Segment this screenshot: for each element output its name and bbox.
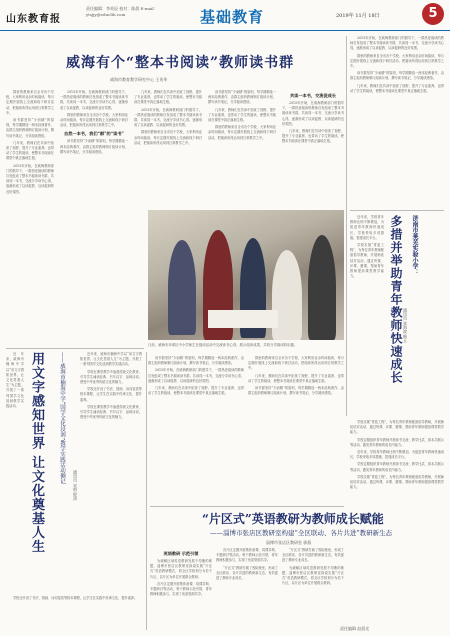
- main-article-column-4: [282, 90, 344, 208]
- paragraph: 学校实施“青蓝工程”，为每位青年教师配备指导教师，开展师徒结对活动，通过听课、评课、磨课，帮助青年教师提高课堂教学能力。: [350, 420, 444, 435]
- paragraph: 学校还开设了书法、国画、诗词鉴赏等校本课程，让学生在实践中传承文化、提升素养。: [80, 387, 142, 402]
- paragraph: 学校实施“青蓝工程”，为每位青年教师配备指导教师，开展师徒结对活动，通过听课、评课、磨课，帮助青年教师提高课堂教学能力。: [350, 474, 444, 490]
- left-article-headline: 用文字感知世界 让文化奠基人生: [29, 352, 44, 554]
- bottom-article-byline: 淄博市张店区教研室 郭燕: [266, 540, 312, 545]
- section-rule: [350, 210, 444, 211]
- subhead: 共读一本书，交流促成长: [289, 93, 337, 98]
- main-headline: 威海有个“整本书阅读”教师读书群: [66, 55, 295, 71]
- paragraph: 几年来，教师们在共读中拓宽了视野，提升了专业素养，也带动了学生的阅读，使整本书阅读在课堂中真正落地生根。: [148, 386, 244, 396]
- section-rule: [150, 506, 344, 507]
- paragraph: “片区式”教研打破了校际壁垒，形成了全区联动、各片共进的教研新生态，有效促进了教师专业成长。: [282, 548, 344, 563]
- paragraph: 2015年开始，在威海教研部门的倡导下，一群热爱阅读的教师自发组成了整本书阅读读书群，共读同一本书，交流分享读书心得，逐渐形成了以读促教、以读促研的良好氛围。: [350, 36, 444, 51]
- paragraph: 2015年开始，在威海教研部门的倡导下，一群热爱阅读的教师自发组成了整本书阅读读书群，共读同一本书，交流分享读书心得，逐渐形成了以读促教、以读促研的良好氛围。: [60, 90, 128, 110]
- right-article-headline: 多措并举助青年教师快速成长: [389, 215, 403, 384]
- paragraph: 读书群坚持“少而精”的原则，每学期精选一两本经典著作，由群主组织教师制订阅读计划，撰写读书笔记，分享阅读感悟。: [208, 90, 276, 105]
- paragraph: 学校还开设了书法、国画、诗词鉴赏等校本课程，让学生在实践中传承文化、提升素养。: [13, 596, 138, 600]
- editor-info: 责任编辑：李英辰 校对：陈晨 E-mail：ytsjjy@educlib.com: [86, 6, 158, 17]
- section-rule: [6, 348, 144, 349]
- column-rule: [146, 352, 147, 630]
- paragraph: 几年来，教师们在共读中拓宽了视野，提升了专业素养，也带动了学生的阅读，使整本书阅读在课堂中真正落地生根。: [282, 129, 344, 144]
- main-article-column-0: [6, 90, 54, 348]
- news-photo: [148, 210, 344, 340]
- left-article-subheadline: ——威海市楠海中学“国学文化浸润”教学实践活动侧记: [59, 352, 65, 485]
- masthead-logo: 山东教育报: [6, 14, 61, 25]
- paragraph: 近年来，学校青年教师比例不断增加，为促进青年教师快速成长，学校采取多项措施，搭建成长平台。: [350, 450, 444, 460]
- paragraph: 各片区定期开展集体备课、同课异构、专题研讨等活动，骨干教师示范引领，青年教师积极参与，实现了优质资源共享。: [216, 548, 278, 563]
- paragraph: 2015年开始，在威海教研部门的倡导下，一群热爱阅读的教师自发组成了整本书阅读读书群，共读同一本书，交流分享读书心得，逐渐形成了以读促教、以读促研的良好氛围。: [282, 101, 344, 126]
- right-article-text-a: [350, 215, 384, 415]
- photo-book: [208, 310, 278, 328]
- section-title: 基础教育: [200, 8, 265, 26]
- paragraph: 群里的教师来自全市各个学校，大家利用业余时间阅读，每月定期开展线上交流和线下研讨活动，把阅读所得运用到日常教学之中。: [60, 112, 128, 128]
- paragraph: 读书群坚持“少而精”的原则，每学期精选一两本经典著作，由群主组织教师制订阅读计划，撰写读书笔记，分享阅读感悟。: [6, 118, 54, 138]
- paragraph: “片区式”教研打破了校际壁垒，形成了全区联动、各片共进的教研新生态，有效促进了教师专业成长。: [216, 565, 278, 581]
- paragraph: 为破解区域英语教研发展不均衡的难题，淄博市张店区教研室探索实施“片区式”英语教研模式，将全区学校划分为若干片区，以片区为单位开展联合教研。: [282, 565, 344, 586]
- paragraph: 几年来，教师们在共读中拓宽了视野，提升了专业素养，也带动了学生的阅读，使整本书阅读在课堂中真正落地生根。: [6, 140, 54, 161]
- paragraph: 读书群坚持“少而精”的原则，每学期精选一两本经典著作，由群主组织教师制订阅读计划，撰写读书笔记，分享阅读感悟。: [350, 71, 444, 81]
- issue-date: 2019年 11月 18日: [336, 13, 380, 19]
- paragraph: 2015年开始，在威海教研部门的倡导下，一群热爱阅读的教师自发组成了整本书阅读读书群，共读同一本书，交流分享读书心得，逐渐形成了以读促教、以读促研的良好氛围。: [148, 368, 244, 383]
- footer-editor: 责任编辑 赵晨光: [340, 626, 370, 631]
- column-rule: [346, 36, 347, 416]
- paragraph: 几年来，教师们在共读中拓宽了视野，提升了专业素养，也带动了学生的阅读，使整本书阅读在课堂中真正落地生根。: [134, 90, 202, 105]
- paragraph: 2015年开始，在威海教研部门的倡导下，一群热爱阅读的教师自发组成了整本书阅读读书群，共读同一本书，交流分享读书心得，逐渐形成了以读促教、以读促研的良好氛围。: [134, 107, 202, 128]
- bottom-article-subheadline: ——淄博市张店区教研室构建“全区联动、各片共进”教研新生态: [210, 529, 393, 537]
- paragraph: 群里的教师来自全市各个学校，大家利用业余时间阅读，每月定期开展线上交流和线下研讨活动，把阅读所得运用到日常教学之中。: [208, 125, 276, 140]
- photo-figure: [168, 240, 196, 335]
- bottom-article-headline: “片区式”英语教研为教师成长赋能: [202, 512, 384, 526]
- main-article-column-2: [134, 90, 202, 208]
- paragraph: 几年来，教师们在共读中拓宽了视野，提升了专业素养，也带动了学生的阅读，使整本书阅读在课堂中真正落地生根。: [208, 107, 276, 123]
- bottom-article-column-2: [216, 548, 278, 628]
- paragraph: 读书群坚持“少而精”的原则，每学期精选一两本经典著作，由群主组织教师制订阅读计划，撰写读书笔记，分享阅读感悟。: [60, 139, 128, 154]
- paragraph: 几年来，教师们在共读中拓宽了视野，提升了专业素养，也带动了学生的阅读，使整本书阅读在课堂中真正落地生根。: [350, 83, 444, 93]
- left-article-text-b: [80, 352, 142, 622]
- header-rule: [0, 30, 450, 31]
- right-article-byline: 通讯员 张海波 韩玉: [403, 308, 408, 343]
- paragraph: 近年来，威海市楠海中学以“用文字感知世界，让文化奠基人生”为主题，开展了一系列国学文化浸润教学实践活动。: [6, 352, 24, 409]
- paragraph: 近年来，学校青年教师比例不断增加，为促进青年教师快速成长，学校采取多项措施，搭建成长平台。: [350, 215, 384, 240]
- right-article-kicker: 济南市莱芜实验小学：: [411, 215, 418, 275]
- main-article-column-6: [248, 356, 344, 506]
- paragraph: 几年来，教师们在共读中拓宽了视野，提升了专业素养，也带动了学生的阅读，使整本书阅读在课堂中真正落地生根。: [248, 373, 344, 383]
- bottom-article-column-3: [282, 548, 344, 624]
- paragraph: 学校定期组织青年教师开展读书交流、教学比武、基本功展示等活动，激发青年教师的成长内驱力。: [350, 462, 444, 472]
- paragraph: 学校在课堂教学中渗透传统文化教育，引导学生诵读经典、书写汉字、品味诗词，感受中华优秀传统文化的魅力。: [80, 404, 142, 420]
- paragraph: 群里的教师来自全市各个学校，大家利用业余时间阅读，每月定期开展线上交流和线下研讨活动，把阅读所得运用到日常教学之中。: [6, 90, 54, 115]
- bottom-article-column-1: [150, 548, 212, 628]
- left-article-text-a: [6, 352, 24, 592]
- photo-figure: [308, 235, 336, 340]
- main-article-column-1: [60, 90, 128, 208]
- main-byline: 威海市教育教学研究中心 王英华: [110, 77, 168, 82]
- left-article-byline: 通讯员 宋相 殷涛: [73, 470, 78, 501]
- photo-caption: 日前，威海市环翠区中小学师生在阅读活动中交流读书心得，展示阅读成果，共同分享阅读的乐趣。: [148, 343, 298, 347]
- left-article-text-c: [6, 596, 144, 630]
- main-article-column-3: [208, 90, 276, 208]
- paragraph: 群里的教师来自全市各个学校，大家利用业余时间阅读，每月定期开展线上交流和线下研讨活动，把阅读所得运用到日常教学之中。: [134, 130, 202, 145]
- paragraph: 读书群坚持“少而精”的原则，每学期精选一两本经典著作，由群主组织教师制订阅读计划，撰写读书笔记，分享阅读感悟。: [248, 386, 344, 396]
- paragraph: 学校在课堂教学中渗透传统文化教育，引导学生诵读经典、书写汉字、品味诗词，感受中华优秀传统文化的魅力。: [80, 369, 142, 385]
- subhead: 英语教研 示范引领: [163, 551, 199, 556]
- paragraph: 各片区定期开展集体备课、同课异构、专题研讨等活动，骨干教师示范引领，青年教师积极参与，实现了优质资源共享。: [150, 581, 212, 597]
- paragraph: 近年来，威海市楠海中学以“用文字感知世界，让文化奠基人生”为主题，开展了一系列国学文化浸润教学实践活动。: [80, 352, 142, 367]
- paragraph: 群里的教师来自全市各个学校，大家利用业余时间阅读，每月定期开展线上交流和线下研讨活动，把阅读所得运用到日常教学之中。: [350, 53, 444, 69]
- paragraph: 读书群坚持“少而精”的原则，每学期精选一两本经典著作，由群主组织教师制订阅读计划，撰写读书笔记，分享阅读感悟。: [148, 356, 244, 366]
- paragraph: 学校定期组织青年教师开展读书交流、教学比武、基本功展示等活动，激发青年教师的成长内驱力。: [350, 437, 444, 447]
- paragraph: 学校实施“青蓝工程”，为每位青年教师配备指导教师，开展师徒结对活动，通过听课、评课、磨课，帮助青年教师提高课堂教学能力。: [350, 243, 384, 279]
- right-column-top-text: [350, 36, 444, 208]
- paragraph: 群里的教师来自全市各个学校，大家利用业余时间阅读，每月定期开展线上交流和线下研讨活动，把阅读所得运用到日常教学之中。: [248, 356, 344, 371]
- paragraph: 为破解区域英语教研发展不均衡的难题，淄博市张店区教研室探索实施“片区式”英语教研模式，将全区学校划分为若干片区，以片区为单位开展联合教研。: [150, 559, 212, 579]
- page-number-badge: 5: [422, 3, 444, 25]
- subhead: 自然一本书，我们“群”的“读书”: [64, 131, 124, 137]
- main-article-column-5: [148, 356, 244, 506]
- paragraph: 2015年开始，在威海教研部门的倡导下，一群热爱阅读的教师自发组成了整本书阅读读书群，共读同一本书，交流分享读书心得，逐渐形成了以读促教、以读促研的良好氛围。: [6, 163, 54, 194]
